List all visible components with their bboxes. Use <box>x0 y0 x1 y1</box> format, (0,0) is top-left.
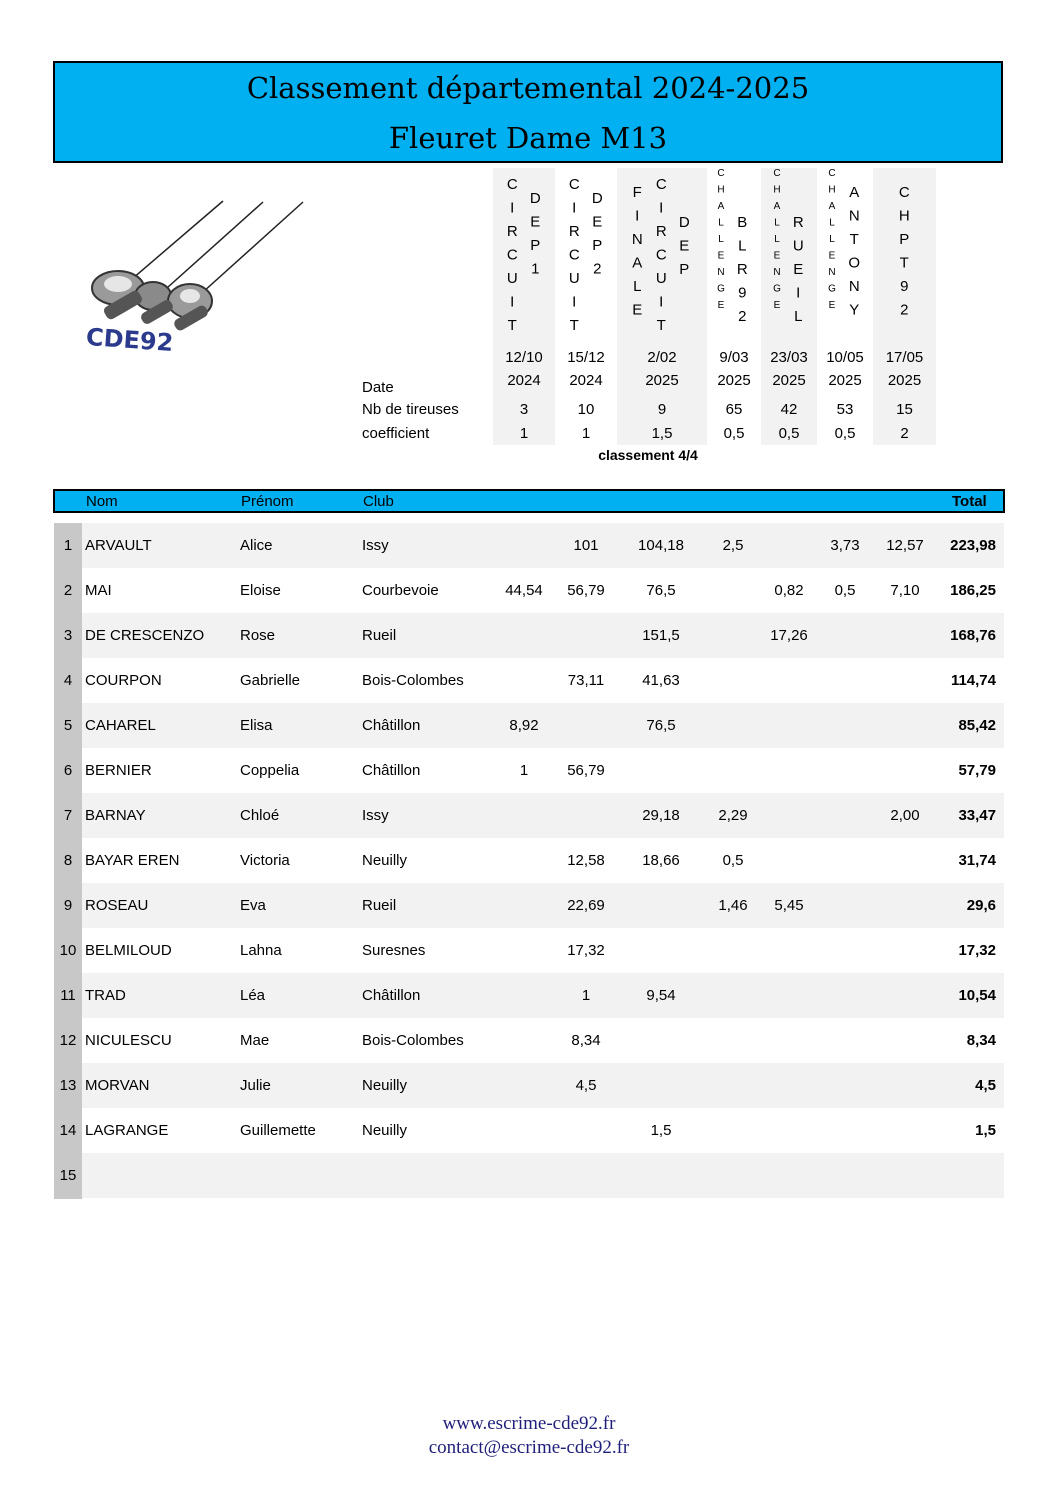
fencer-club: Bois-Colombes <box>362 672 464 689</box>
event-name-text: BLR92 <box>733 214 751 332</box>
header-nom: Nom <box>86 493 118 510</box>
event-name-letters <box>734 214 750 332</box>
fencer-first-name: Mae <box>240 1032 270 1049</box>
total-score: 223,98 <box>950 537 996 554</box>
page-title: Classement départemental 2024-2025 <box>246 71 810 105</box>
event-nb-tireuses: 65 <box>725 401 743 418</box>
rank-number: 8 <box>63 852 73 869</box>
event-date: 2/02 <box>647 349 677 366</box>
event-score: 4,5 <box>575 1077 597 1094</box>
event-score <box>494 793 554 838</box>
event-name-text: CHPT92 <box>895 184 913 325</box>
event-score <box>815 883 875 928</box>
coefficient-row-label: coefficient <box>362 425 430 442</box>
event-name-text: CHALLENGE <box>715 168 727 317</box>
event-score <box>815 1063 875 1108</box>
event-date: 12/10 <box>505 349 543 366</box>
event-name <box>761 168 817 340</box>
fencer-first-name: Eloise <box>240 582 281 599</box>
total-score: 168,76 <box>950 627 996 644</box>
event-score <box>703 703 763 748</box>
total-score <box>916 1153 996 1198</box>
event-name-text: DEP1 <box>526 190 544 284</box>
table-row <box>82 928 1004 973</box>
event-score: 12,58 <box>567 852 605 869</box>
event-score <box>759 1108 819 1153</box>
event-column <box>817 168 873 445</box>
event-score <box>815 658 875 703</box>
event-score <box>494 973 554 1018</box>
event-score <box>556 613 616 658</box>
event-score <box>494 883 554 928</box>
classement-label: classement 4/4 <box>598 447 698 463</box>
event-score: 73,11 <box>567 672 605 689</box>
event-name-letters <box>566 176 582 341</box>
event-nb-tireuses: 3 <box>519 401 529 418</box>
total-score: 31,74 <box>958 852 996 869</box>
event-coefficient: 0,5 <box>778 425 800 442</box>
event-name-text: FINALE <box>628 184 646 325</box>
event-score <box>631 1063 691 1108</box>
event-coefficient: 1,5 <box>651 425 673 442</box>
event-score: 76,5 <box>646 717 676 734</box>
event-score <box>815 1108 875 1153</box>
event-score: 2,29 <box>718 807 748 824</box>
event-name-letters <box>790 214 806 332</box>
event-score <box>556 703 616 748</box>
table-row <box>82 523 1004 568</box>
table-row <box>82 748 1004 793</box>
fencer-last-name: BERNIER <box>85 762 152 779</box>
event-score: 0,82 <box>774 582 804 599</box>
event-score <box>494 1153 554 1198</box>
event-name-letters <box>846 184 862 325</box>
event-score <box>703 1018 763 1063</box>
fencing-masks-logo-icon <box>78 196 308 358</box>
event-name-text: DEP2 <box>588 190 606 284</box>
event-year: 2024 <box>507 372 541 389</box>
event-name-letters <box>504 176 520 341</box>
total-score: 4,5 <box>975 1077 996 1094</box>
event-nb-tireuses: 42 <box>780 401 798 418</box>
rank-number: 12 <box>59 1032 77 1049</box>
table-row <box>82 1063 1004 1108</box>
event-score: 44,54 <box>505 582 543 599</box>
header-club: Club <box>363 493 394 510</box>
event-column <box>761 168 817 445</box>
rank-number: 9 <box>63 897 73 914</box>
fencer-last-name: COURPON <box>85 672 162 689</box>
fencer-last-name: MAI <box>85 582 112 599</box>
event-score <box>703 658 763 703</box>
event-score: 1,46 <box>718 897 748 914</box>
event-name-letters <box>713 168 729 317</box>
total-score: 29,6 <box>966 897 996 914</box>
event-score <box>631 748 691 793</box>
event-score: 151,5 <box>642 627 680 644</box>
table-header <box>53 489 1005 513</box>
event-nb-tireuses: 53 <box>836 401 854 418</box>
contact-email-link[interactable]: contact@escrime-cde92.fr <box>428 1437 630 1458</box>
date-row-label: Date <box>362 379 394 396</box>
event-score: 2,00 <box>890 807 920 824</box>
fencer-first-name: Julie <box>240 1077 271 1094</box>
event-name <box>617 168 707 340</box>
rank-number: 13 <box>59 1077 77 1094</box>
event-name-letters <box>896 184 912 325</box>
event-score <box>759 1018 819 1063</box>
event-score <box>494 1063 554 1108</box>
rank-number: 14 <box>59 1122 77 1139</box>
event-score: 104,18 <box>638 537 684 554</box>
table-row <box>82 973 1004 1018</box>
event-score <box>815 793 875 838</box>
table-row <box>82 838 1004 883</box>
event-year: 2025 <box>772 372 806 389</box>
event-coefficient: 2 <box>900 425 909 442</box>
event-score: 18,66 <box>642 852 680 869</box>
table-row <box>82 1108 1004 1153</box>
page-subtitle: Fleuret Dame M13 <box>388 121 668 155</box>
event-score: 5,45 <box>774 897 804 914</box>
event-score <box>815 613 875 658</box>
event-score <box>703 1108 763 1153</box>
event-name-text: CIRCUIT <box>652 176 670 341</box>
event-date: 23/03 <box>770 349 808 366</box>
event-name-letters <box>824 168 840 317</box>
event-nb-tireuses: 9 <box>657 401 667 418</box>
event-score <box>815 1153 875 1198</box>
event-name-text: CIRCUIT <box>503 176 521 341</box>
total-score: 57,79 <box>958 762 996 779</box>
event-score <box>703 928 763 973</box>
event-score: 56,79 <box>567 762 605 779</box>
fencer-first-name: Lahna <box>240 942 282 959</box>
fencer-last-name: MORVAN <box>85 1077 150 1094</box>
rank-number: 2 <box>63 582 73 599</box>
event-coefficient: 0,5 <box>834 425 856 442</box>
event-column <box>493 168 555 445</box>
fencer-first-name: Elisa <box>240 717 273 734</box>
header-total: Total <box>952 493 987 510</box>
event-score: 0,5 <box>722 852 744 869</box>
event-score <box>759 1063 819 1108</box>
total-score: 33,47 <box>958 807 996 824</box>
event-coefficient: 1 <box>581 425 591 442</box>
total-score: 17,32 <box>958 942 996 959</box>
event-score <box>759 523 819 568</box>
table-row <box>82 883 1004 928</box>
event-score: 1 <box>519 762 529 779</box>
fencer-last-name: TRAD <box>85 987 126 1004</box>
event-score <box>631 1153 691 1198</box>
event-score: 12,57 <box>886 537 924 554</box>
fencer-first-name: Rose <box>240 627 276 644</box>
event-score: 2,5 <box>722 537 744 554</box>
event-column <box>707 168 761 445</box>
event-score <box>759 1153 819 1198</box>
total-score: 85,42 <box>958 717 996 734</box>
event-score <box>815 1018 875 1063</box>
fencer-first-name: Victoria <box>240 852 290 869</box>
title-banner <box>53 61 1003 163</box>
rank-number: 4 <box>63 672 73 689</box>
fencer-first-name: Gabrielle <box>240 672 301 689</box>
event-name-text: CHALLENGE <box>771 168 783 317</box>
fencer-first-name: Chloé <box>240 807 280 824</box>
event-score: 101 <box>573 537 599 554</box>
event-score <box>815 748 875 793</box>
event-score <box>759 973 819 1018</box>
event-score <box>759 658 819 703</box>
event-score <box>703 748 763 793</box>
event-name-letters <box>589 190 605 284</box>
event-name-text: CIRCUIT <box>565 176 583 341</box>
fencer-club: Châtillon <box>362 717 421 734</box>
event-name-text: DEP <box>675 214 693 285</box>
event-date: 9/03 <box>719 349 749 366</box>
event-score: 9,54 <box>646 987 676 1004</box>
event-year: 2025 <box>645 372 679 389</box>
event-score <box>494 1108 554 1153</box>
fencer-first-name: Léa <box>240 987 266 1004</box>
event-name <box>707 168 761 340</box>
table-row <box>82 1153 1004 1198</box>
event-score <box>556 1108 616 1153</box>
fencer-last-name: ARVAULT <box>85 537 152 554</box>
logo-text: CDE92 <box>85 322 175 358</box>
event-score <box>759 793 819 838</box>
event-score: 17,32 <box>567 942 605 959</box>
rank-number: 6 <box>63 762 73 779</box>
rank-number: 11 <box>60 987 76 1004</box>
rank-number: 7 <box>63 807 73 824</box>
event-score <box>759 748 819 793</box>
table-row <box>82 658 1004 703</box>
event-score <box>703 613 763 658</box>
fencer-club: Neuilly <box>362 1122 408 1139</box>
fencer-last-name: BELMILOUD <box>85 942 172 959</box>
event-score <box>494 658 554 703</box>
event-coefficient: 1 <box>519 425 529 442</box>
event-score: 56,79 <box>567 582 605 599</box>
rank-number: 10 <box>59 942 77 959</box>
event-score: 3,73 <box>830 537 860 554</box>
event-name-letters <box>769 168 785 317</box>
event-score <box>759 838 819 883</box>
header-prenom: Prénom <box>241 493 294 510</box>
event-score: 29,18 <box>642 807 680 824</box>
event-score <box>494 523 554 568</box>
total-score: 186,25 <box>950 582 996 599</box>
rank-number: 15 <box>59 1167 77 1184</box>
event-coefficient: 0,5 <box>723 425 745 442</box>
event-score: 0,5 <box>834 582 856 599</box>
event-score: 1,5 <box>650 1122 672 1139</box>
fencer-club: Châtillon <box>362 762 421 779</box>
fencer-club: Issy <box>362 807 389 824</box>
rank-number: 1 <box>63 537 73 554</box>
event-score <box>759 703 819 748</box>
table-row <box>82 568 1004 613</box>
event-score: 1 <box>581 987 591 1004</box>
event-column <box>617 168 707 445</box>
table-row <box>82 793 1004 838</box>
event-score <box>631 1018 691 1063</box>
event-score <box>631 928 691 973</box>
event-score <box>556 793 616 838</box>
event-nb-tireuses: 15 <box>896 401 913 418</box>
fencer-first-name: Coppelia <box>240 762 300 779</box>
event-name-letters <box>629 184 645 325</box>
fencer-club: Bois-Colombes <box>362 1032 464 1049</box>
event-score: 76,5 <box>646 582 676 599</box>
event-score <box>703 568 763 613</box>
fencer-first-name: Alice <box>240 537 273 554</box>
fencer-club: Neuilly <box>362 852 408 869</box>
fencer-first-name: Eva <box>240 897 266 914</box>
event-name <box>493 168 555 340</box>
event-column <box>555 168 617 445</box>
fencer-last-name: LAGRANGE <box>85 1122 169 1139</box>
nb-tireuses-row-label: Nb de tireuses <box>362 401 459 418</box>
fencer-last-name: BAYAR EREN <box>85 852 180 869</box>
event-year: 2025 <box>887 372 922 389</box>
fencer-club: Neuilly <box>362 1077 408 1094</box>
table-row <box>82 613 1004 658</box>
event-score <box>494 928 554 973</box>
event-date: 17/05 <box>885 349 924 366</box>
total-score: 1,5 <box>975 1122 996 1139</box>
event-date: 15/12 <box>567 349 605 366</box>
event-score <box>494 1018 554 1063</box>
event-year: 2025 <box>717 372 751 389</box>
fencer-last-name: NICULESCU <box>85 1032 172 1049</box>
fencer-club: Suresnes <box>362 942 426 959</box>
event-score <box>759 928 819 973</box>
event-score <box>815 703 875 748</box>
total-score: 8,34 <box>966 1032 996 1049</box>
event-column <box>873 168 936 445</box>
event-score <box>703 1153 763 1198</box>
event-score <box>494 613 554 658</box>
fencer-last-name: DE CRESCENZO <box>85 627 205 644</box>
fencer-club: Courbevoie <box>362 582 439 599</box>
event-name-text: RUEIL <box>789 214 807 332</box>
fencer-last-name: ROSEAU <box>85 897 149 914</box>
fencer-club: Rueil <box>362 897 397 914</box>
fencer-club: Châtillon <box>362 987 421 1004</box>
event-score <box>815 973 875 1018</box>
event-score: 8,92 <box>509 717 539 734</box>
table-row <box>82 1018 1004 1063</box>
event-score <box>556 1153 616 1198</box>
event-name-letters <box>527 190 543 284</box>
event-name <box>873 168 936 340</box>
event-score: 8,34 <box>571 1032 601 1049</box>
event-name-letters <box>653 176 669 341</box>
event-nb-tireuses: 10 <box>577 401 595 418</box>
rank-number: 5 <box>63 717 73 734</box>
event-score: 41,63 <box>642 672 680 689</box>
event-name <box>817 168 873 340</box>
event-name-letters <box>676 214 692 285</box>
event-date: 10/05 <box>826 349 864 366</box>
fencer-club: Rueil <box>362 627 397 644</box>
fencer-last-name: CAHAREL <box>85 717 156 734</box>
total-score: 10,54 <box>958 987 996 1004</box>
table-row <box>82 703 1004 748</box>
fencer-first-name: Guillemette <box>240 1122 316 1139</box>
rank-number: 3 <box>63 627 73 644</box>
event-score <box>703 1063 763 1108</box>
event-score <box>494 838 554 883</box>
total-score: 114,74 <box>950 672 996 689</box>
event-score <box>815 928 875 973</box>
event-name <box>555 168 617 340</box>
event-score: 7,10 <box>890 582 920 599</box>
event-year: 2025 <box>828 372 862 389</box>
event-score: 22,69 <box>567 897 605 914</box>
event-score <box>703 973 763 1018</box>
fencer-club: Issy <box>362 537 389 554</box>
fencer-last-name: BARNAY <box>85 807 146 824</box>
event-score <box>631 883 691 928</box>
event-score <box>815 838 875 883</box>
event-score: 17,26 <box>770 627 808 644</box>
event-name-text: CHALLENGE <box>826 168 838 317</box>
website-link[interactable]: www.escrime-cde92.fr <box>442 1413 616 1434</box>
event-name-text: ANTONY <box>845 184 863 325</box>
event-year: 2024 <box>569 372 603 389</box>
